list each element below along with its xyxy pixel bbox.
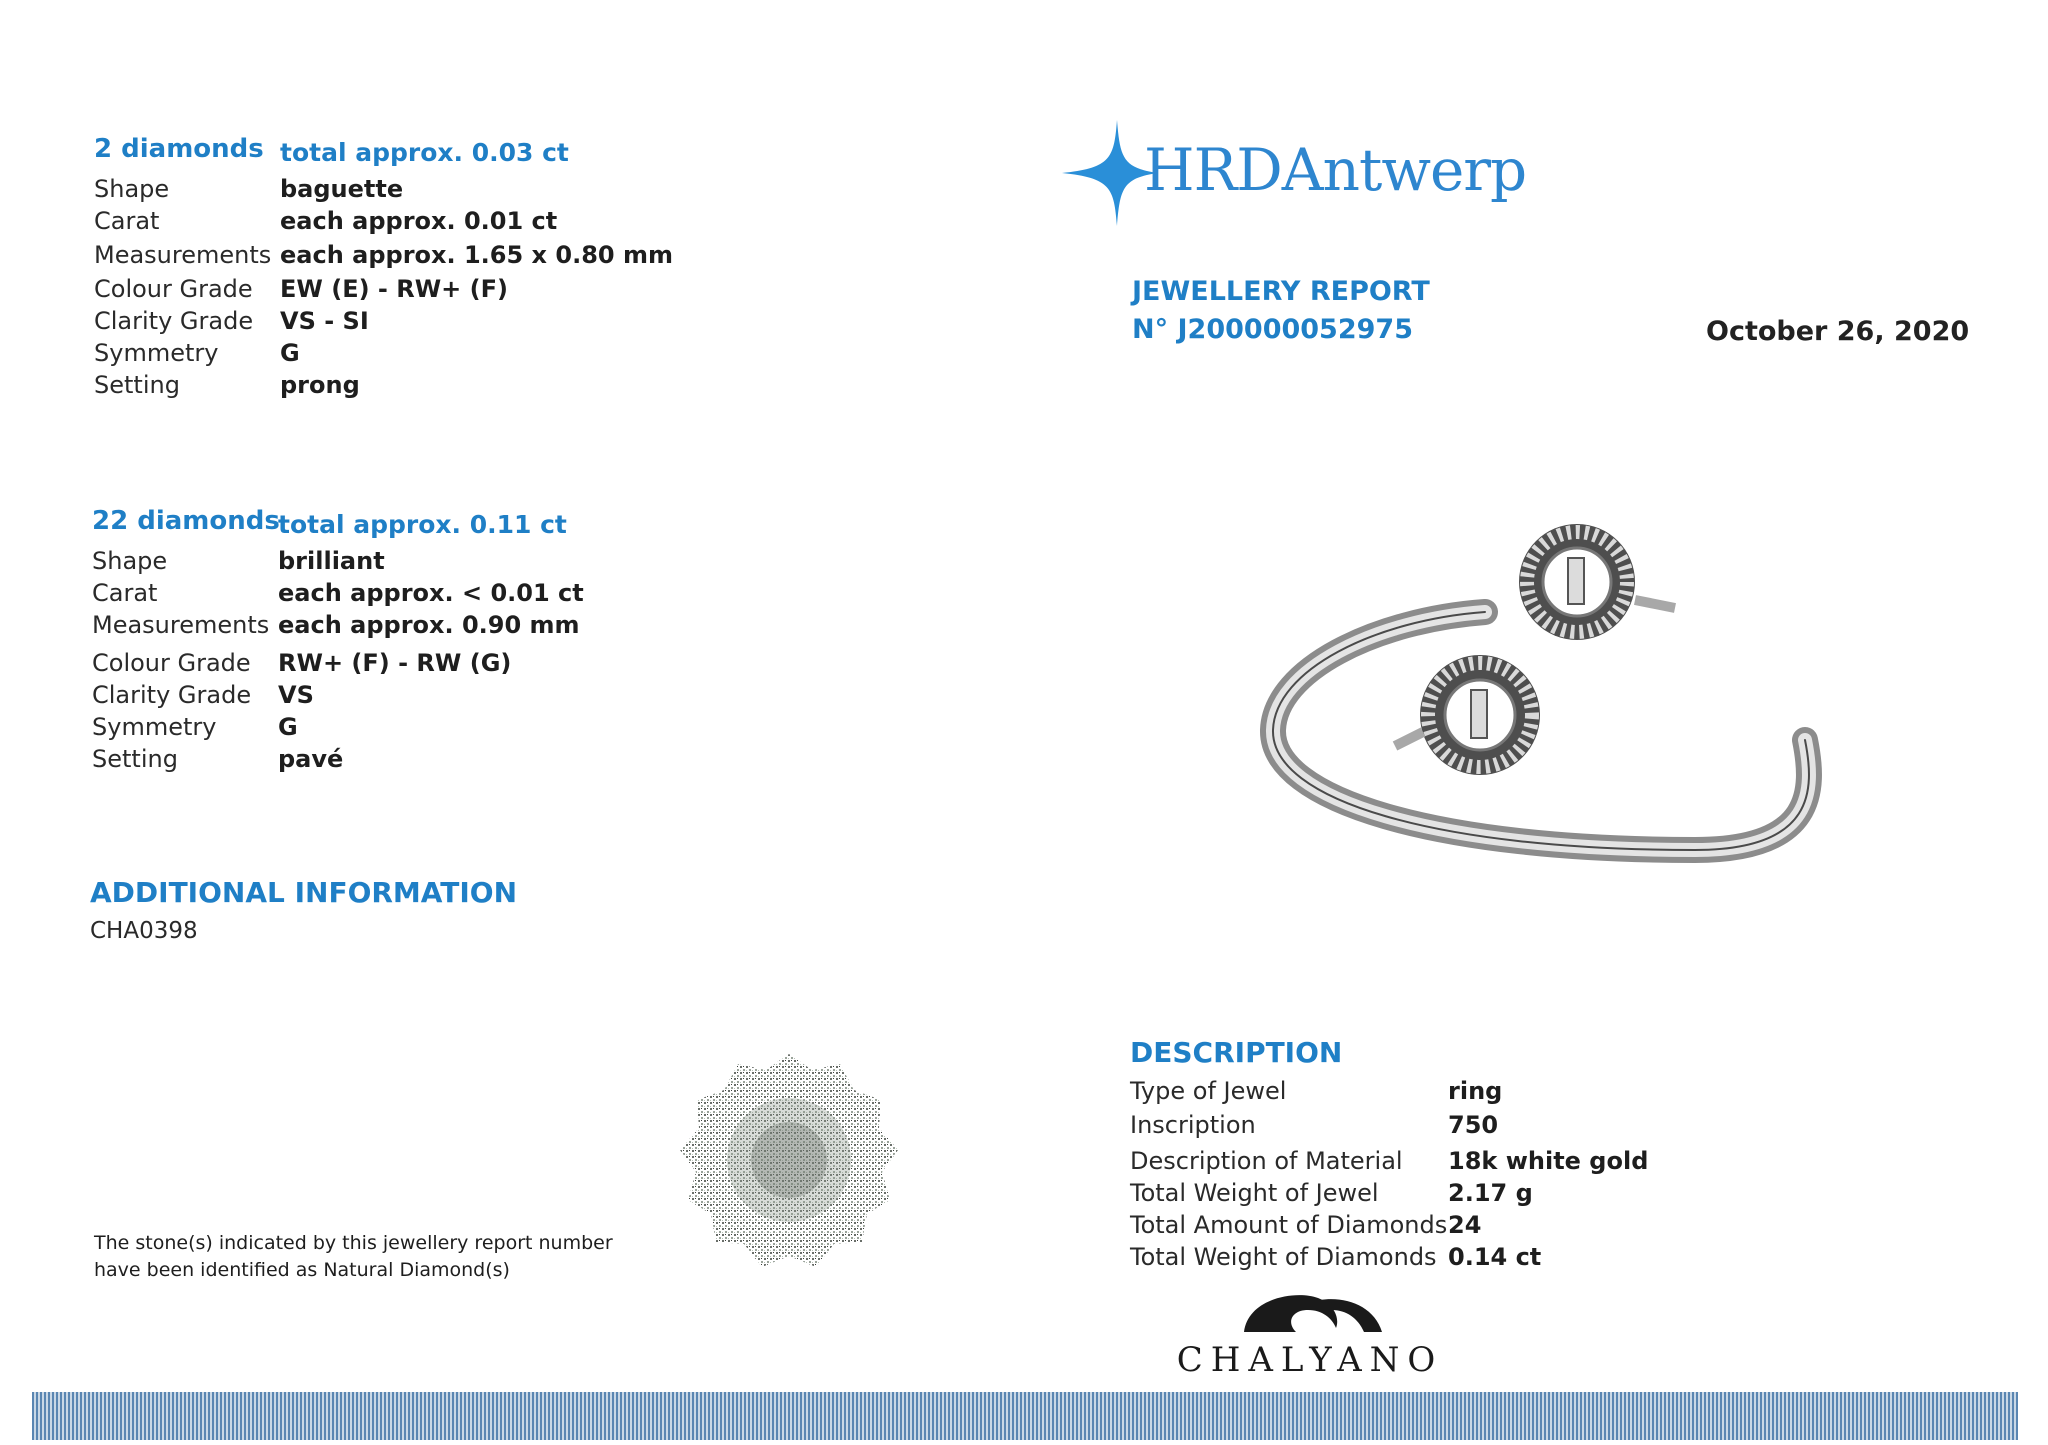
group2-row-value: each approx. 0.90 mm [278, 611, 580, 639]
logo-antwerp: Antwerp [1281, 136, 1527, 204]
description-row-value: 24 [1448, 1211, 1482, 1239]
group1-row-label: Symmetry [94, 339, 219, 367]
group2-row-label: Clarity Grade [92, 681, 252, 709]
description-row-value: 750 [1448, 1111, 1499, 1139]
security-stripe [32, 1392, 2018, 1440]
group2-row-label: Shape [92, 547, 168, 575]
hologram-seal-graphic [674, 1048, 904, 1278]
group2-row-value: pavé [278, 745, 344, 773]
natural-diamond-note [94, 1230, 613, 1284]
group1-row-label: Setting [94, 371, 180, 399]
chalyano-wordmark: CHALYANO [1176, 1340, 1444, 1380]
group1-row-value: baguette [280, 175, 404, 203]
group2-row-label: Setting [92, 745, 178, 773]
group2-row-label: Symmetry [92, 713, 217, 741]
group2-count: 22 diamonds [92, 506, 280, 536]
group2-row-value: VS [278, 681, 314, 709]
description-row-label: Description of Material [1130, 1147, 1403, 1175]
group2-row-value: RW+ (F) - RW (G) [278, 649, 512, 677]
description-row-label: Inscription [1130, 1111, 1256, 1139]
group1-row-label: Colour Grade [94, 275, 253, 303]
hologram-seal [674, 1048, 904, 1278]
description-row-label: Total Weight of Jewel [1130, 1179, 1379, 1207]
description-row-label: Total Amount of Diamonds [1130, 1211, 1448, 1239]
group1-row-label: Carat [94, 207, 160, 235]
group2-row-value: brilliant [278, 547, 385, 575]
chalyano-emblem-icon [1236, 1288, 1386, 1336]
group1-row-label: Measurements [94, 241, 272, 269]
report-number: N° J200000052975 [1132, 314, 1413, 345]
group2-row-label: Measurements [92, 611, 270, 639]
group2-row-value: each approx. < 0.01 ct [278, 579, 584, 607]
group2-row-label: Colour Grade [92, 649, 251, 677]
ring-image [1255, 520, 1975, 880]
report-title: JEWELLERY REPORT [1132, 276, 1430, 307]
description-row-label: Total Weight of Diamonds [1130, 1243, 1437, 1271]
additional-heading: ADDITIONAL INFORMATION [90, 876, 518, 909]
group1-total: total approx. 0.03 ct [280, 138, 569, 167]
group2-row-value: G [278, 713, 298, 741]
group1-row-value: prong [280, 371, 360, 399]
group2-row-label: Carat [92, 579, 158, 607]
group2-total: total approx. 0.11 ct [278, 510, 567, 539]
description-row-value: ring [1448, 1077, 1503, 1105]
description-row-label: Type of Jewel [1130, 1077, 1287, 1105]
hrd-antwerp-logo [1060, 118, 1530, 228]
group1-row-value: EW (E) - RW+ (F) [280, 275, 508, 303]
additional-code: CHA0398 [90, 918, 198, 944]
description-row-value: 18k white gold [1448, 1147, 1649, 1175]
group1-row-label: Shape [94, 175, 170, 203]
group1-row-label: Clarity Grade [94, 307, 254, 335]
footnote-line-1: The stone(s) indicated by this jewellery report number [94, 1232, 613, 1254]
footnote-line-2: have been identified as Natural Diamond(s) [94, 1259, 510, 1281]
group1-row-value: each approx. 0.01 ct [280, 207, 558, 235]
description-heading: DESCRIPTION [1130, 1036, 1343, 1069]
group1-count: 2 diamonds [94, 134, 264, 164]
ring-photo [1255, 520, 1975, 880]
group1-row-value: VS - SI [280, 307, 369, 335]
hrd-antwerp-wordmark [1144, 138, 1526, 202]
report-date: October 26, 2020 [1706, 316, 1970, 347]
description-row-value: 0.14 ct [1448, 1243, 1542, 1271]
description-row-value: 2.17 g [1448, 1179, 1533, 1207]
group1-row-value: each approx. 1.65 x 0.80 mm [280, 241, 673, 269]
logo-hrd: HRD [1144, 136, 1282, 204]
group1-row-value: G [280, 339, 300, 367]
chalyano-logo [1140, 1288, 1480, 1384]
